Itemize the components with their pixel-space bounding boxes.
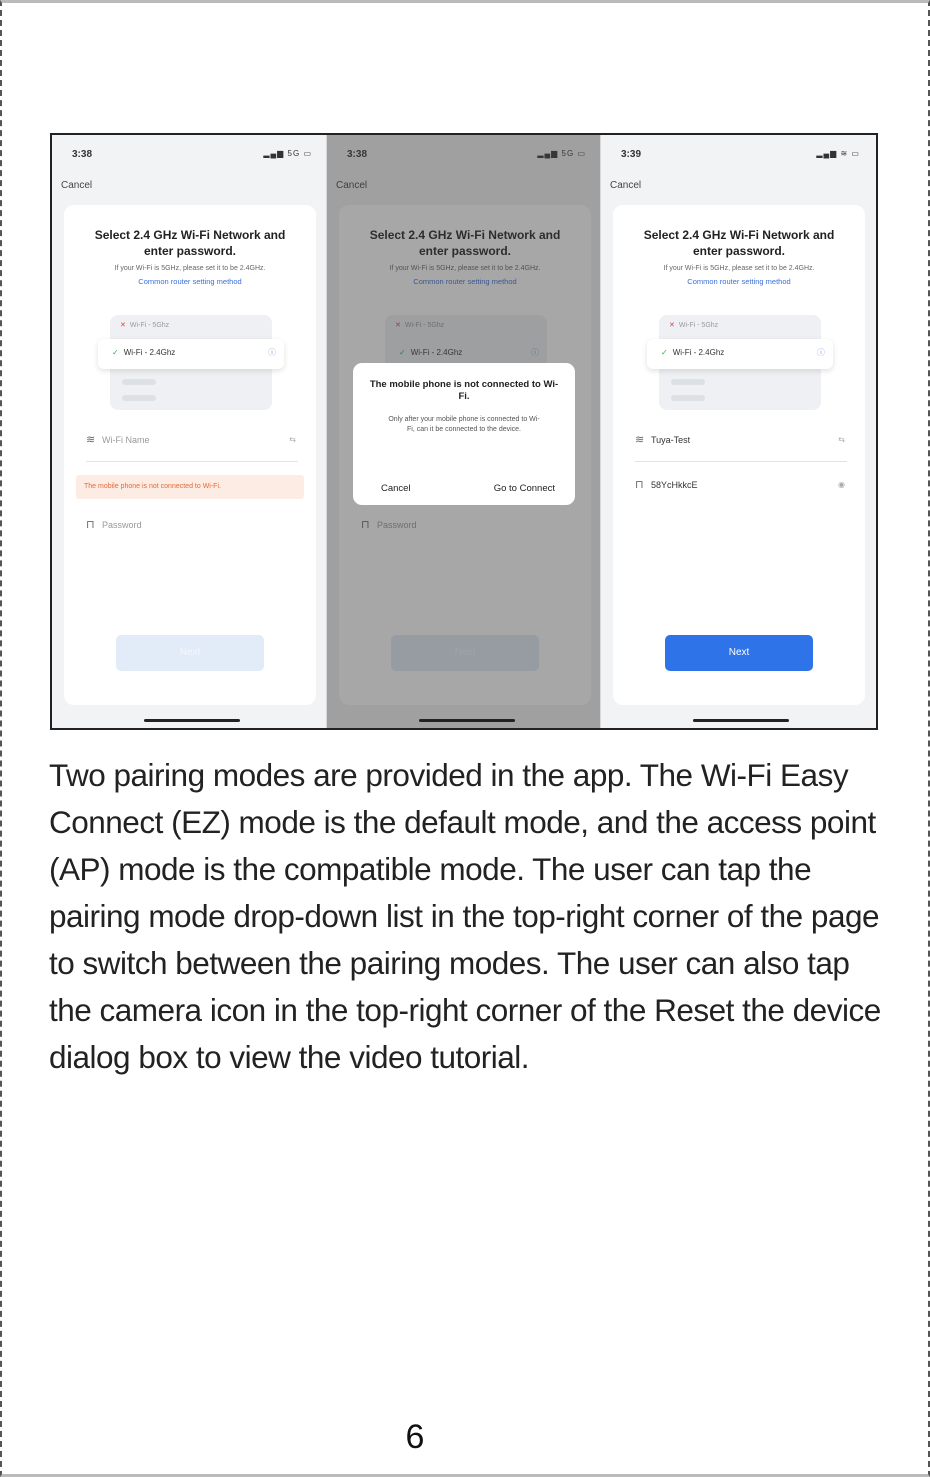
check-icon: ✓ [112,348,119,357]
network-illustration [659,315,825,410]
field-divider [86,461,298,462]
check-icon: ✓ [399,348,406,357]
home-indicator [693,719,789,722]
status-icons: ▂▄▆ ≋ ▭ [816,149,860,158]
password-field[interactable] [86,518,296,531]
wifi-name-field[interactable] [86,433,296,446]
info-icon: ⓘ [531,348,539,357]
page-number: 6 [405,1418,425,1456]
dialog-cancel-button[interactable]: Cancel [381,483,411,494]
network-type: 5G [561,149,575,158]
network-item-5g [669,321,718,329]
card-title: Select 2.4 GHz Wi-Fi Network and enter password. [643,228,835,258]
go-to-connect-button[interactable]: Go to Connect [493,483,555,494]
dialog-title: The mobile phone is not connected to Wi-Fi. [369,379,559,402]
next-button[interactable]: Next [116,635,264,671]
network-label-5g: Wi-Fi - 5Ghz [129,322,170,329]
not-connected-dialog [353,363,575,505]
cancel-link[interactable]: Cancel [610,180,642,191]
lock-icon: ⊓ [86,519,95,531]
wifi-name-field[interactable] [635,433,845,446]
info-icon: ⓘ [268,348,276,357]
phone-screen-2 [326,135,600,728]
wifi-card [64,205,316,705]
card-hint: If your Wi-Fi is 5GHz, please set it to be 2.4GHz. [663,265,815,272]
network-item-5g [120,321,169,329]
lock-icon: ⊓ [635,479,644,491]
status-time: 3:39 [621,149,642,160]
network-label-5g: Wi-Fi - 5Ghz [404,322,445,329]
network-label-5g: Wi-Fi - 5Ghz [678,322,719,329]
status-time: 3:38 [72,149,93,160]
wifi-icon: ≋ [86,434,96,446]
network-illustration [110,315,276,410]
wifi-name-value: Tuya-Test [651,435,691,445]
next-button[interactable]: Next [391,635,539,671]
password-placeholder: Password [377,520,417,530]
placeholder-bar [122,395,156,401]
wifi-card [613,205,865,705]
placeholder-bar [122,379,156,385]
cancel-link[interactable]: Cancel [336,180,368,191]
phone-screen-3 [600,135,874,728]
close-icon: ✕ [669,322,675,329]
network-label-24g: Wi-Fi - 2.4Ghz [672,348,725,357]
status-icons: ▂▄▆ 5G ▭ [537,149,586,158]
close-icon: ✕ [395,322,401,329]
cancel-link[interactable]: Cancel [61,180,93,191]
wifi-icon: ≋ [635,434,645,446]
placeholder-bar [671,395,705,401]
home-indicator [419,719,515,722]
dialog-body-line: Fi, can it be connected to the device. [406,426,521,433]
warning-banner: The mobile phone is not connected to Wi-Fi. [76,475,304,499]
field-divider [635,461,847,462]
router-setting-link[interactable]: Common router setting method [687,277,791,286]
network-item-24g [647,339,833,369]
card-title: Select 2.4 GHz Wi-Fi Network and enter password. [94,228,286,258]
network-item-24g [98,339,284,369]
info-icon: ⓘ [817,348,825,357]
network-type: 5G [287,149,301,158]
network-label-24g: Wi-Fi - 2.4Ghz [123,348,176,357]
card-hint: If your Wi-Fi is 5GHz, please set it to be 2.4GHz. [114,265,266,272]
check-icon: ✓ [661,348,668,357]
lock-icon: ⊓ [361,519,370,531]
card-title: Select 2.4 GHz Wi-Fi Network and enter password. [369,228,561,258]
router-setting-link[interactable]: Common router setting method [138,277,242,286]
password-placeholder: Password [102,520,142,530]
router-setting-link[interactable]: Common router setting method [413,277,517,286]
password-value: 58YcHkkcE [651,480,698,490]
wifi-name-placeholder: Wi-Fi Name [102,435,150,445]
home-indicator [144,719,240,722]
status-time: 3:38 [347,149,368,160]
placeholder-bar [671,379,705,385]
dialog-body-line: Only after your mobile phone is connected to Wi- [388,416,540,423]
screenshot-strip [50,133,878,730]
swap-icon[interactable]: ⇆ [289,435,296,444]
body-paragraph: Two pairing modes are provided in the app. The Wi-Fi Easy Connect (EZ) mode is the default mode, and the access point (AP) mode is the compatible mode. The user can tap the pairing mode drop-down list in the top-right corner of the page to switch between the pairing modes. The user can also tap the camera icon in the top-right corner of the Reset the device dialog box to view the video tutorial. [49,757,881,1075]
network-label-24g: Wi-Fi - 2.4Ghz [410,348,463,357]
swap-icon[interactable]: ⇆ [838,435,845,444]
eye-icon[interactable]: ◉ [838,480,845,489]
dialog-body [353,415,575,435]
phone-screen-1 [52,135,326,728]
card-hint: If your Wi-Fi is 5GHz, please set it to be 2.4GHz. [389,265,541,272]
next-button[interactable]: Next [665,635,813,671]
status-icons: ▂▄▆ 5G ▭ [263,149,312,158]
password-field[interactable] [635,478,845,491]
close-icon: ✕ [120,322,126,329]
